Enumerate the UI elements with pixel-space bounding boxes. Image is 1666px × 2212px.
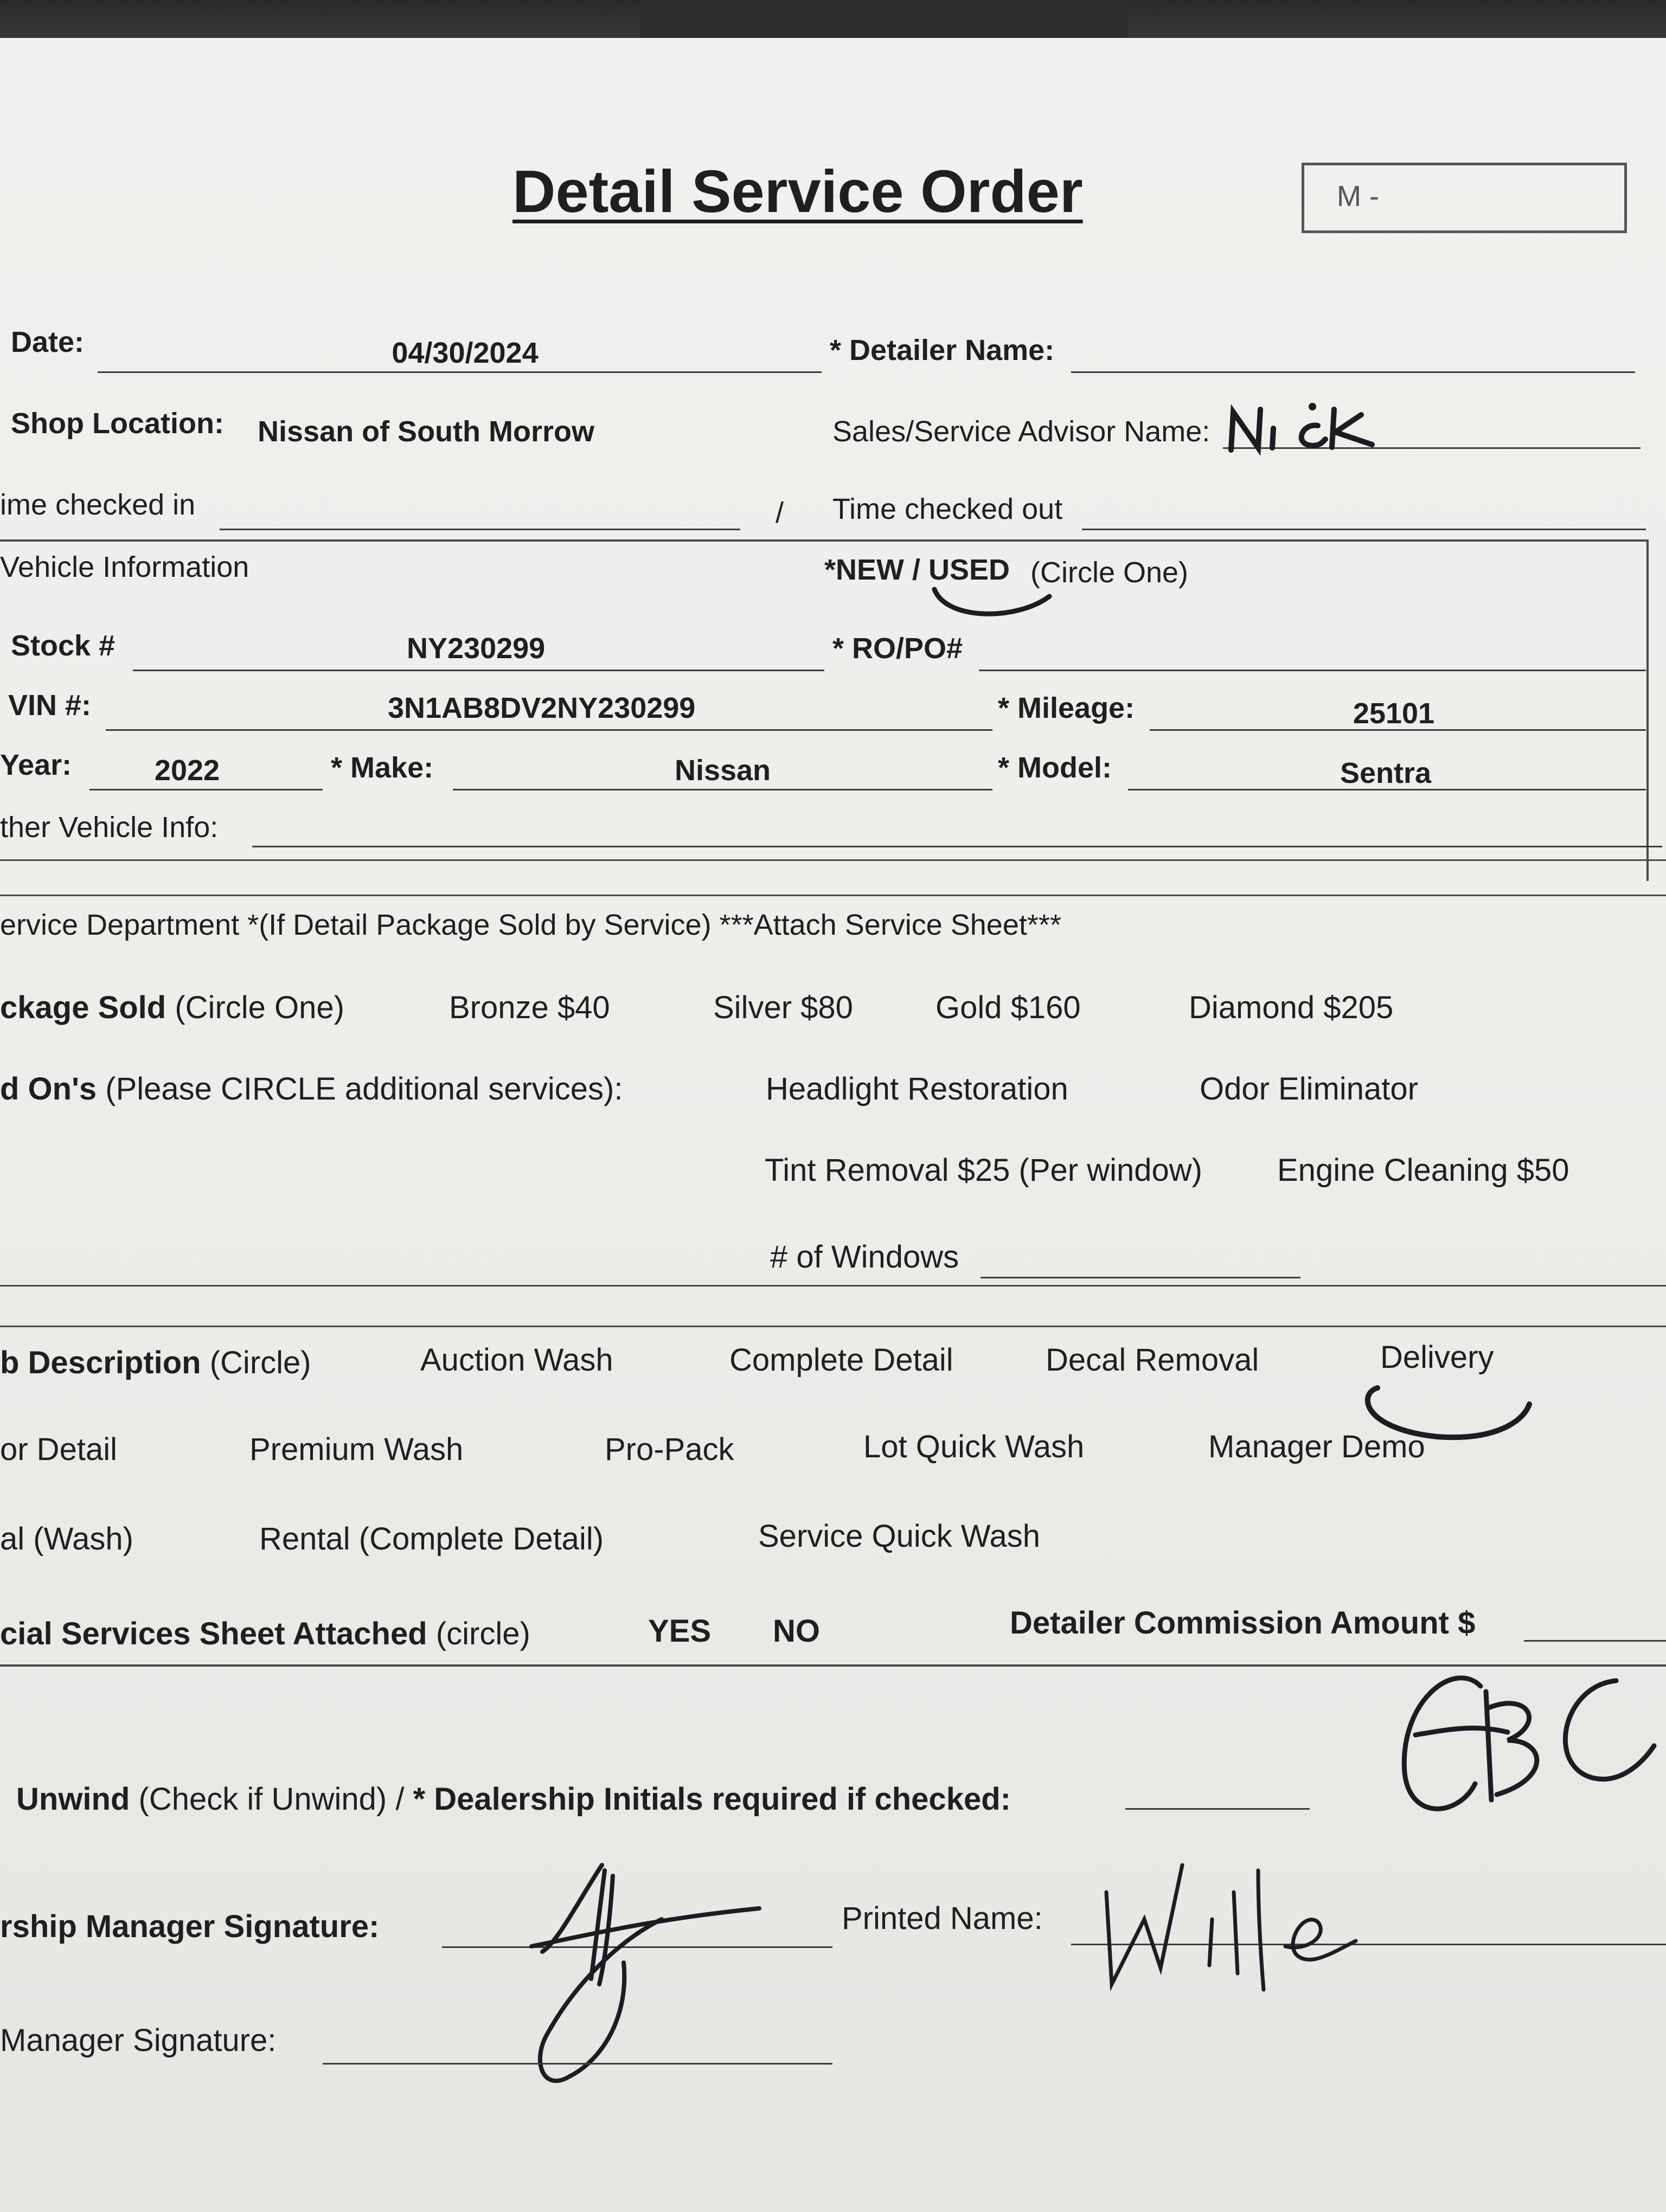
other-vehicle-info-field[interactable] <box>252 846 1662 847</box>
package-sold-label: ckage Sold <box>0 990 166 1025</box>
vin-value[interactable]: 3N1AB8DV2NY230299 <box>388 692 696 724</box>
job-decal-removal[interactable]: Decal Removal <box>1046 1342 1259 1378</box>
circle-one-note: (Circle One) <box>1030 556 1189 589</box>
stock-value[interactable]: NY230299 <box>407 632 546 665</box>
addons-note: (Please CIRCLE additional services): <box>105 1071 623 1107</box>
special-services-circle: (circle) <box>435 1616 530 1651</box>
time-in-field[interactable] <box>220 529 740 530</box>
detailer-name-label: * Detailer Name: <box>830 334 1055 366</box>
job-description-row <box>0 1345 311 1381</box>
initials-handwriting <box>1367 1637 1659 1865</box>
unwind-label: Unwind <box>16 1782 130 1817</box>
m-number-box[interactable] <box>1302 163 1627 233</box>
time-out-field[interactable] <box>1082 529 1646 530</box>
special-services-row <box>0 1616 530 1652</box>
package-diamond[interactable]: Diamond $205 <box>1189 990 1394 1025</box>
package-silver[interactable]: Silver $80 <box>713 990 853 1025</box>
job-delivery[interactable]: Delivery <box>1380 1340 1494 1375</box>
detailer-name-field[interactable] <box>1071 371 1635 373</box>
dealership-manager-signature <box>510 1854 781 2093</box>
job-complete-detail[interactable]: Complete Detail <box>729 1342 953 1378</box>
time-slash: / <box>776 497 784 529</box>
clipboard-clip <box>640 0 1128 41</box>
addons-label: d On's <box>0 1071 97 1107</box>
make-value[interactable]: Nissan <box>674 754 771 787</box>
vehicle-info-label: Vehicle Information <box>0 551 249 583</box>
job-auction-wash[interactable]: Auction Wash <box>420 1342 613 1378</box>
shop-location-value: Nissan of South Morrow <box>258 415 594 448</box>
shop-location-label: Shop Location: <box>11 407 224 440</box>
advisor-name-handwriting <box>1226 396 1383 455</box>
mileage-value[interactable]: 25101 <box>1353 697 1435 730</box>
new-used-label: *NEW / USED <box>824 554 1010 586</box>
job-service-quick-wash[interactable]: Service Quick Wash <box>758 1519 1040 1554</box>
time-out-label: Time checked out <box>832 493 1063 525</box>
windows-count-field[interactable] <box>981 1277 1300 1278</box>
addon-headlight-restoration[interactable]: Headlight Restoration <box>766 1071 1068 1107</box>
special-services-label: cial Services Sheet Attached <box>0 1616 427 1651</box>
job-description-label: b Description <box>0 1345 201 1380</box>
mileage-label: * Mileage: <box>998 692 1135 724</box>
job-rental-complete-detail[interactable]: Rental (Complete Detail) <box>259 1521 604 1557</box>
windows-count-label: # of Windows <box>770 1239 959 1275</box>
package-sold-row <box>0 989 344 1026</box>
m-number-label: M - <box>1337 180 1379 213</box>
dealership-initials-label: * Dealership Initials required if checked: <box>413 1782 1011 1817</box>
other-vehicle-info-label: ther Vehicle Info: <box>0 811 219 844</box>
commission-label: Detailer Commission Amount $ <box>1010 1605 1476 1641</box>
year-value[interactable]: 2022 <box>154 754 220 787</box>
date-value[interactable]: 04/30/2024 <box>392 337 539 369</box>
package-bronze[interactable]: Bronze $40 <box>449 990 610 1025</box>
date-label: Date: <box>11 326 85 358</box>
package-circle-note: (Circle One) <box>175 990 344 1025</box>
service-order-form <box>0 38 1666 2212</box>
make-label: * Make: <box>331 751 434 784</box>
job-description-circle: (Circle) <box>209 1345 311 1380</box>
unwind-row <box>16 1781 1011 1817</box>
printed-name-handwriting <box>1095 1860 1367 2006</box>
addon-engine-cleaning[interactable]: Engine Cleaning $50 <box>1277 1153 1569 1188</box>
package-gold[interactable]: Gold $160 <box>935 990 1081 1025</box>
model-value[interactable]: Sentra <box>1340 757 1432 789</box>
year-label: Year: <box>0 749 72 781</box>
page-title: Detail Service Order <box>512 158 1083 225</box>
stock-label: Stock # <box>11 629 116 662</box>
vin-label: VIN #: <box>8 689 92 722</box>
printed-name-label: Printed Name: <box>842 1901 1043 1936</box>
job-premium-wash[interactable]: Premium Wash <box>249 1432 464 1467</box>
manager-signature-field[interactable] <box>323 2063 832 2065</box>
ro-po-label: * RO/PO# <box>832 632 963 665</box>
job-row2-lead[interactable]: or Detail <box>0 1432 117 1467</box>
job-row3-lead[interactable]: al (Wash) <box>0 1521 133 1557</box>
addons-row <box>0 1071 623 1107</box>
time-in-label: ime checked in <box>0 488 196 521</box>
dealership-manager-signature-label: rship Manager Signature: <box>0 1909 380 1944</box>
dealership-initials-field[interactable] <box>1125 1808 1310 1810</box>
addon-odor-eliminator[interactable]: Odor Eliminator <box>1200 1071 1418 1107</box>
ro-po-field[interactable] <box>979 670 1646 671</box>
service-dept-line: ervice Department *(If Detail Package Sold by Service) ***Attach Service Sheet*** <box>0 909 1061 941</box>
job-manager-demo[interactable]: Manager Demo <box>1208 1429 1425 1464</box>
addon-tint-removal[interactable]: Tint Removal $25 (Per window) <box>765 1153 1202 1188</box>
job-pro-pack[interactable]: Pro-Pack <box>605 1432 734 1467</box>
unwind-note: (Check if Unwind) / <box>138 1782 405 1817</box>
job-lot-quick-wash[interactable]: Lot Quick Wash <box>863 1429 1085 1464</box>
model-label: * Model: <box>998 751 1112 784</box>
special-yes-option[interactable]: YES <box>648 1613 712 1649</box>
used-circle-mark <box>930 583 1055 621</box>
special-no-option[interactable]: NO <box>773 1613 820 1649</box>
manager-signature-label: Manager Signature: <box>0 2023 277 2058</box>
advisor-name-label: Sales/Service Advisor Name: <box>832 415 1210 448</box>
